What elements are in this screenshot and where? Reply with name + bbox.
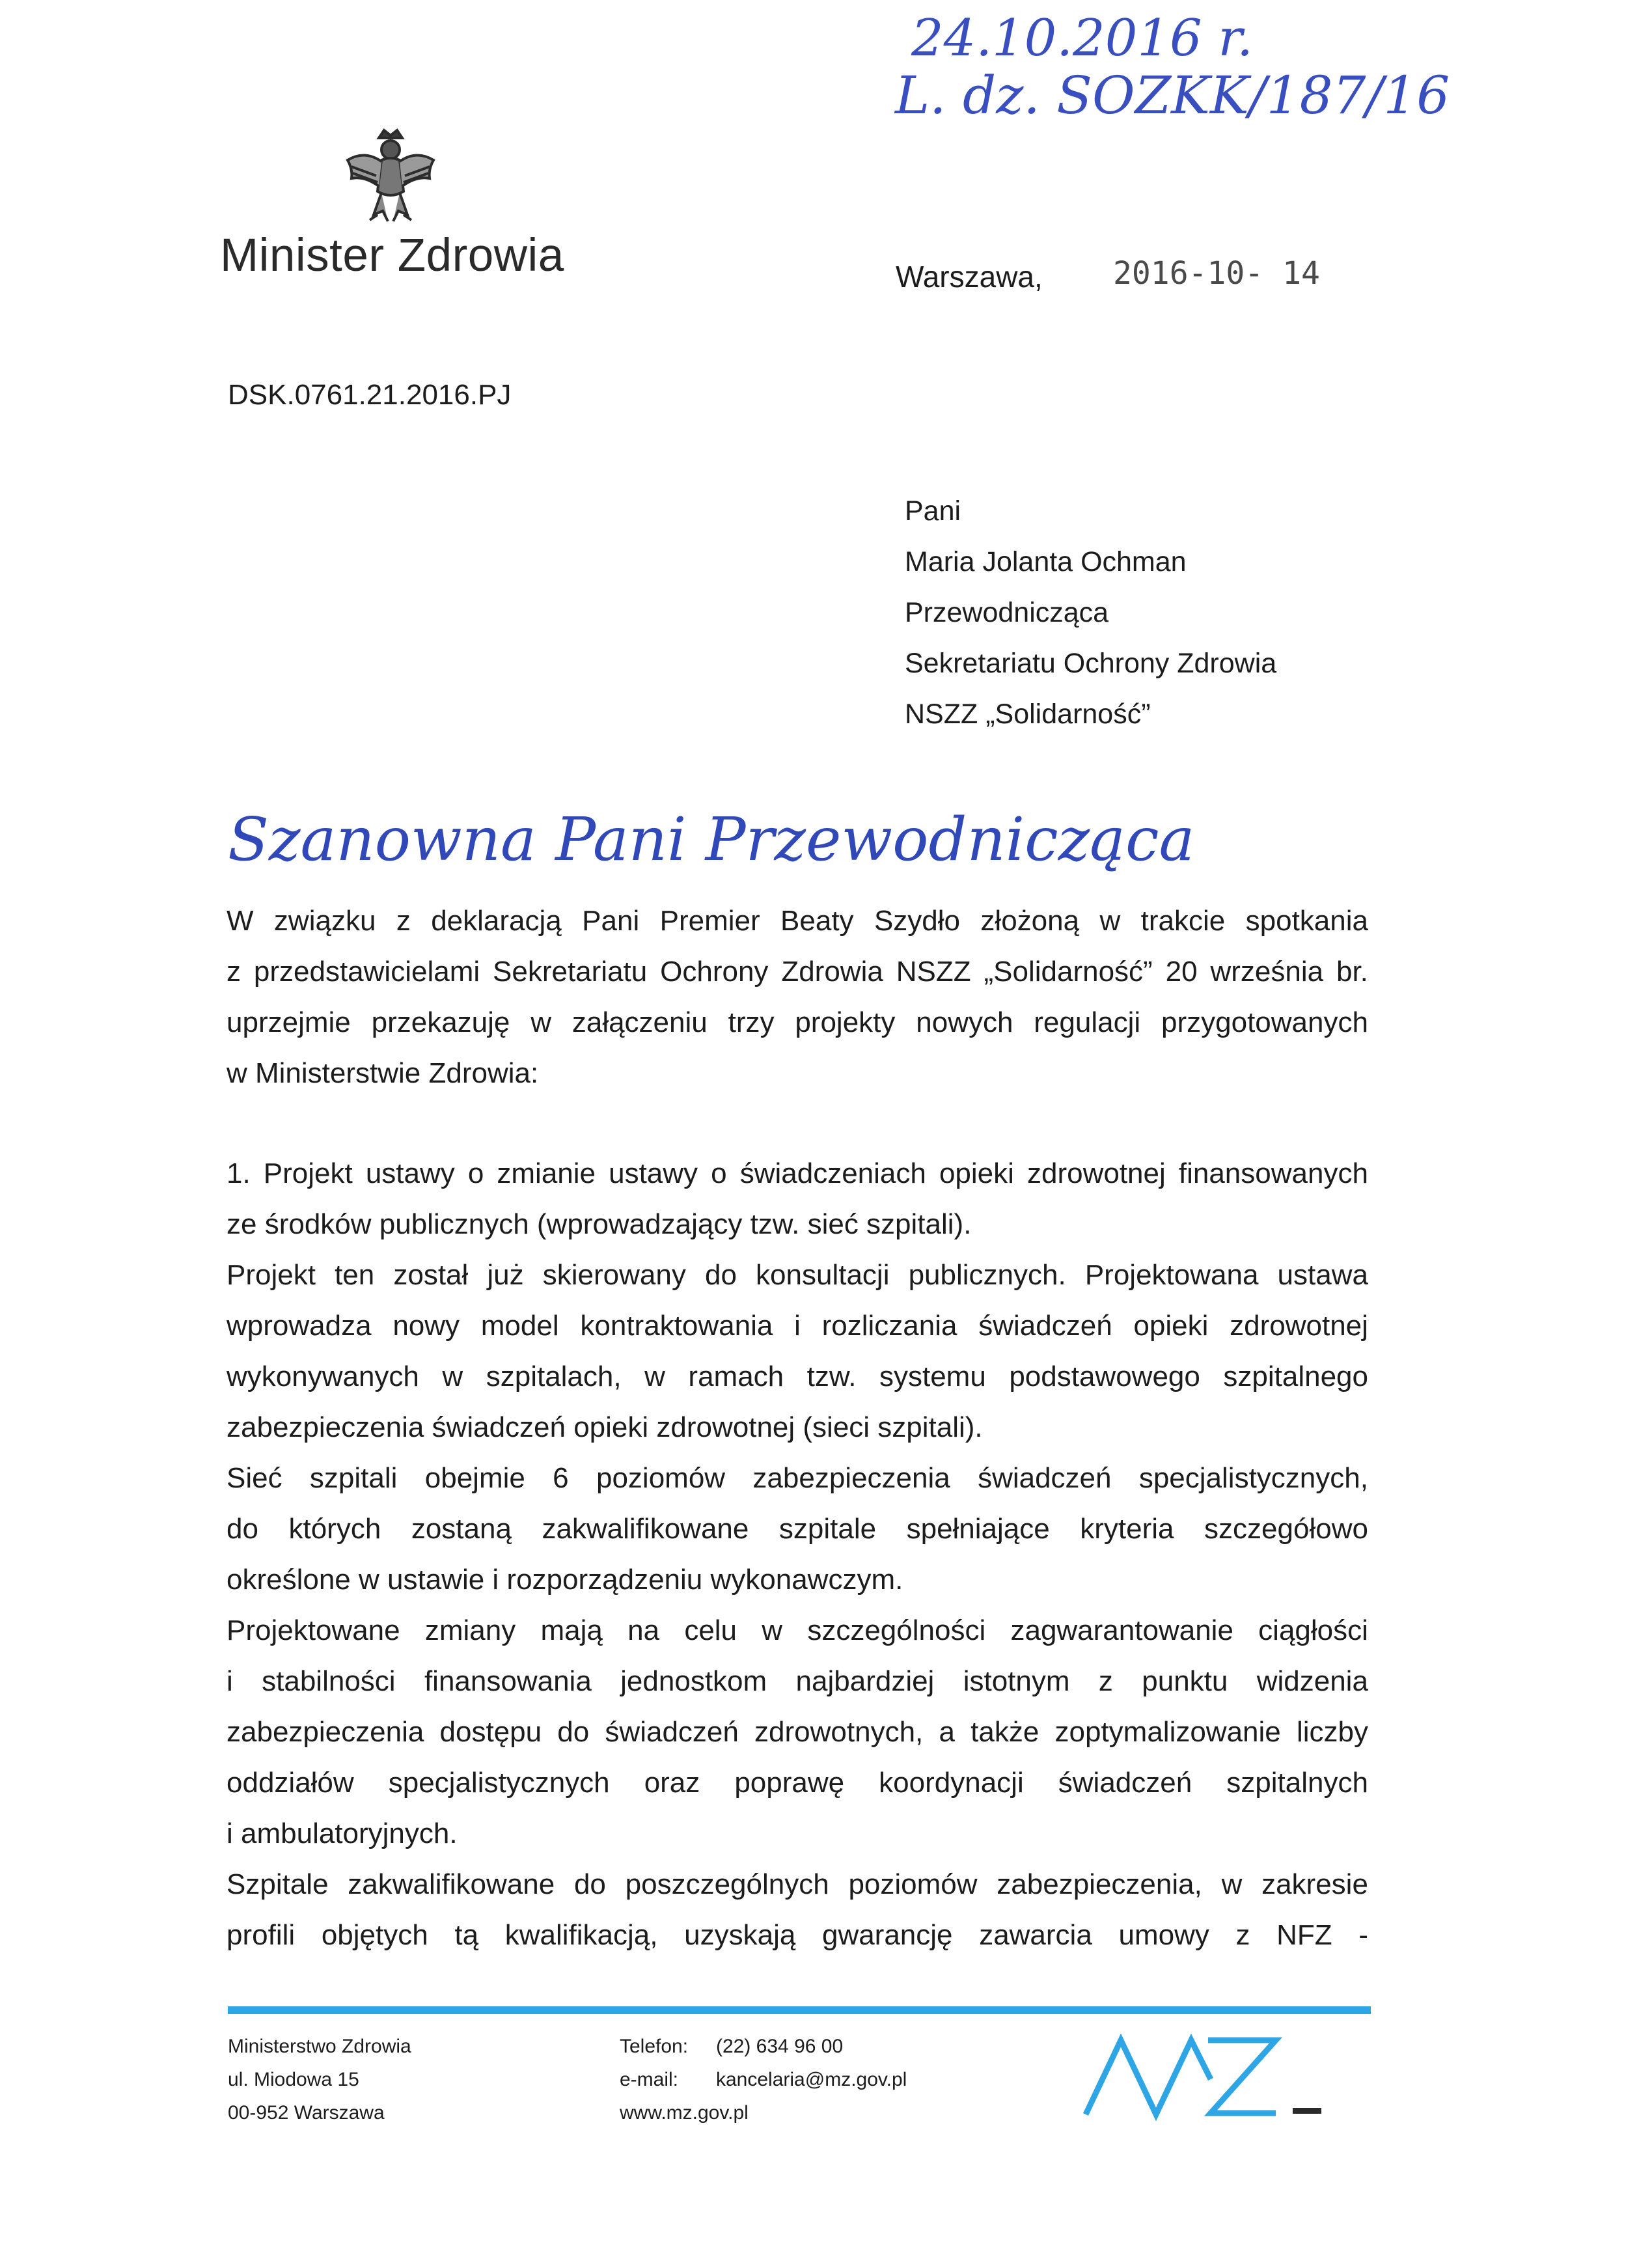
- text-line: 1. Projekt ustawy o zmianie ustawy o świadczeniach opieki zdrowotnej finansowanych: [227, 1157, 1368, 1189]
- text-line: Projektowane zmiany mają na celu w szczególności zagwarantowanie ciągłości: [227, 1614, 1368, 1646]
- footer-address-line: Ministerstwo Zdrowia: [228, 2036, 411, 2057]
- text-line: oddziałów specjalistycznych oraz poprawę koordynacji świadczeń szpitalnych: [227, 1767, 1368, 1799]
- recipient-line: Przewodnicząca: [905, 597, 1109, 628]
- date-stamp: 2016-10- 14: [1113, 255, 1320, 292]
- text-line: W związku z deklaracją Pani Premier Beaty Szydło złożoną w trakcie spotkania: [227, 905, 1368, 937]
- phone-label: Telefon:: [620, 2036, 689, 2057]
- paragraph-intro: [227, 896, 1368, 1099]
- footer-address: [228, 2030, 411, 2129]
- text-line: uprzejmie przekazuję w załączeniu trzy projekty nowych regulacji przygotowanych: [227, 1006, 1368, 1038]
- reference-number: DSK.0761.21.2016.PJ: [228, 379, 512, 411]
- polish-eagle-emblem-icon: [338, 124, 443, 228]
- text-line: z przedstawicielami Sekretariatu Ochrony Zdrowia NSZZ „Solidarność” 20 września br.: [227, 956, 1368, 988]
- recipient-line: Maria Jolanta Ochman: [905, 546, 1187, 577]
- recipient-block: [905, 486, 1276, 740]
- mz-logo-icon: [1081, 2031, 1341, 2122]
- footer-rule: [228, 2006, 1371, 2014]
- footer-contact: [620, 2030, 907, 2129]
- text-line: profili objętych tą kwalifikacją, uzyskają gwarancję zawarcia umowy z NFZ -: [227, 1919, 1368, 1951]
- text-line: określone w ustawie i rozporządzeniu wykonawczym.: [227, 1564, 903, 1596]
- paragraph-item-1: [227, 1148, 1368, 1961]
- page-title: Minister Zdrowia: [220, 230, 564, 281]
- footer-address-line: ul. Miodowa 15: [228, 2069, 359, 2090]
- text-line: do których zostaną zakwalifikowane szpitale spełniające kryteria szczegółowo: [227, 1513, 1368, 1545]
- text-line: ze środków publicznych (wprowadzający tzw. sieć szpitali).: [227, 1208, 972, 1240]
- text-line: zabezpieczenia świadczeń opieki zdrowotnej (sieci szpitali).: [227, 1411, 983, 1443]
- handwritten-ref: L. dz. SOZKK/187/16: [895, 65, 1450, 126]
- text-line: i ambulatoryjnych.: [227, 1818, 458, 1849]
- recipient-line: NSZZ „Solidarność”: [905, 699, 1151, 730]
- text-line: i stabilności finansowania jednostkom najbardziej istotnym z punktu widzenia: [227, 1665, 1368, 1697]
- recipient-line: Pani: [905, 495, 961, 527]
- handwritten-date: 24.10.2016 r.: [911, 9, 1253, 68]
- recipient-line: Sekretariatu Ochrony Zdrowia: [905, 648, 1277, 679]
- text-line: wykonywanych w szpitalach, w ramach tzw. systemu podstawowego szpitalnego: [227, 1361, 1368, 1392]
- text-line: Projekt ten został już skierowany do konsultacji publicznych. Projektowana ustawa: [227, 1259, 1368, 1291]
- footer-address-line: 00-952 Warszawa: [228, 2102, 385, 2124]
- text-line: w Ministerstwie Zdrowia:: [227, 1057, 539, 1089]
- text-line: Sieć szpitali obejmie 6 poziomów zabezpieczenia świadczeń specjalistycznych,: [227, 1462, 1368, 1494]
- email-label: e-mail:: [620, 2069, 679, 2090]
- phone-number[interactable]: (22) 634 96 00: [716, 2036, 844, 2057]
- text-line: Szpitale zakwalifikowane do poszczególnych poziomów zabezpieczenia, w zakresie: [227, 1868, 1368, 1900]
- email-link[interactable]: kancelaria@mz.gov.pl: [716, 2069, 907, 2090]
- place-label: Warszawa,: [896, 260, 1043, 294]
- text-line: zabezpieczenia dostępu do świadczeń zdrowotnych, a także zoptymalizowanie liczby: [227, 1716, 1368, 1748]
- footer-phone-row: [620, 2030, 907, 2063]
- text-line: wprowadza nowy model kontraktowania i rozliczania świadczeń opieki zdrowotnej: [227, 1310, 1368, 1342]
- website-link[interactable]: www.mz.gov.pl: [620, 2102, 749, 2124]
- salutation: Szanowna Pani Przewodnicząca: [228, 805, 1195, 874]
- footer-email-row: [620, 2063, 907, 2096]
